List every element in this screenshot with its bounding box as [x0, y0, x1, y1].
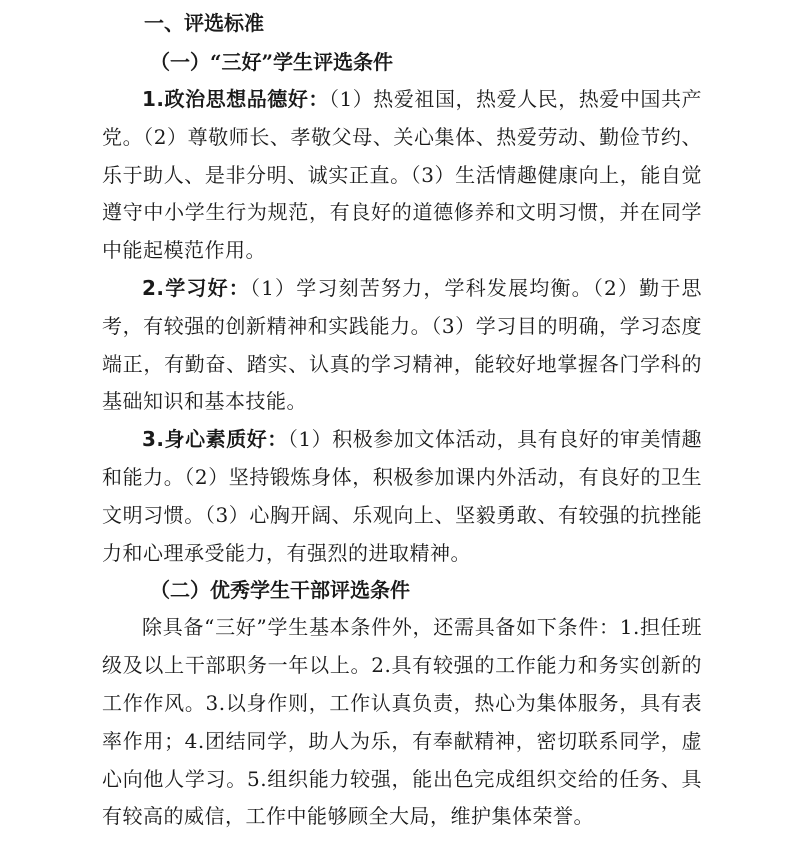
section-heading: 一、评选标准 [144, 11, 264, 35]
criteria-paragraph-1 [102, 81, 702, 270]
criteria-label-3: 3.身心素质好： [142, 427, 288, 452]
subsection-heading-2: （二）优秀学生干部评选条件 [150, 578, 410, 603]
cadre-criteria-paragraph: 除具备“三好”学生基本条件外，还需具备如下条件：1.担任班级及以上干部职务一年以上。2.具有较强的工作能力和务实创新的工作作风。3.以身作则，工作认真负责，热心为集体服务，具有表率作用；4.团结同学，助人为乐，有奉献精神，密切联系同学，虚心向他人学习。5.组织能力较强，能出色完成组织交给的任务、具有较高的威信，工作中能够顾全大局，维护集体荣誉。 [102, 615, 702, 829]
criteria-text-3: （1）积极参加文体活动，具有良好的审美情趣和能力。（2）坚持锻炼身体，积极参加课内外活动，有良好的卫生文明习惯。（3）心胸开阔、乐观向上、坚毅勇敢、有较强的抗挫能力和心理承受能力，有强烈的进取精神。 [102, 427, 702, 565]
criteria-label-1: 1.政治思想品德好： [142, 87, 329, 111]
criteria-paragraph-3 [102, 421, 702, 572]
criteria-paragraph-2 [102, 270, 702, 421]
criteria-label-2: 2.学习好： [142, 275, 250, 300]
criteria-text-2: （1）学习刻苦努力，学科发展均衡。（2）勤于思考，有较强的创新精神和实践能力。（3）学习目的明确，学习态度端正，有勤奋、踏实、认真的学习精神，能较好地掌握各门学科的基础知识和基本技能。 [102, 275, 703, 414]
subsection-heading-1: （一）“三好”学生评选条件 [150, 50, 394, 74]
document-body [102, 6, 702, 836]
criteria-text-1: （1）热爱祖国，热爱人民，热爱中国共产党。（2）尊敬师长、孝敬父母、关心集体、热爱劳动、勤俭节约、乐于助人、是非分明、诚实正直。（3）生活情趣健康向上，能自觉遵守中小学生行为规范，有良好的道德修养和文明习惯，并在同学中能起模范作用。 [102, 87, 702, 263]
